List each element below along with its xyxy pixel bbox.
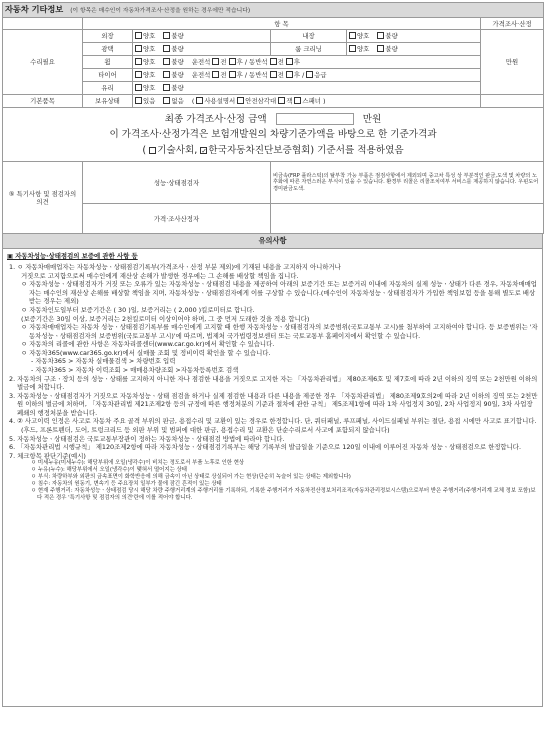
wheel-good-checkbox[interactable]	[135, 58, 142, 65]
vehicle-other-info-document	[2, 2, 543, 707]
notice-title: 유의사항	[2, 233, 543, 249]
jack-checkbox[interactable]	[278, 97, 285, 104]
row-label-glass: 유리	[83, 82, 133, 95]
glass-bad-checkbox[interactable]	[163, 84, 170, 91]
column-item-header: 항 목	[83, 18, 481, 30]
notice-line: ㅇ 부식: 차량하부와 외판의 금속표면이 화학반응에 의해 금속이 아닌 상태로 상실되어 가는 현상(단순히 녹슬어 있는 상태는 제외합니다)	[31, 474, 351, 481]
interior-good-checkbox[interactable]	[349, 32, 356, 39]
notice-line: ㅇ 미세누유(미세누수): 해당부위에 오일(냉각수)이 비치는 정도로서 부품 노후로 인한 현상	[31, 460, 245, 467]
notice-line: ㅇ 침수: 자동차의 원동기, 변속기 등 주요장치 일부가 물에 잠긴 흔적이 있는 상태	[31, 481, 222, 488]
wheel-bad-checkbox[interactable]	[163, 58, 170, 65]
exterior-good-checkbox[interactable]	[135, 32, 142, 39]
manual-checkbox[interactable]	[196, 97, 203, 104]
final-price-block	[3, 108, 544, 162]
notice-body	[2, 249, 543, 707]
notice-line: ㅇ 자동차매매업자는 자동차 성능ㆍ상태점검기록부를 매수인에게 고지할 때 한행 자동차성능ㆍ상태점검자의 보증범위(국토교통부 고시)를 첨부하여 고지하여야 합니다. 등 보증범위는 '자동차성능ㆍ상태점검자의 보증범위(국토교통부 고시)'에 따르며, 법제처 국가법령정보센터 또는 국토교통부 홈페이지에서 확인할 수 있습니다.	[21, 323, 538, 340]
basic-item-label: 보유상태	[83, 95, 133, 108]
gloss-good-checkbox[interactable]	[135, 45, 142, 52]
tire-passenger-front-checkbox[interactable]	[270, 71, 277, 78]
notice-line: ㅇ 자동차365(www.car365.go.kr)에서 실매물 조회 및 정비이력 확인을 할 수 있습니다.	[21, 348, 271, 357]
glass-good-checkbox[interactable]	[135, 84, 142, 91]
notice-line: ㅇ 누유(누수): 해당부위에서 오일(냉각수)이 맺혀서 떨어지는 상태	[31, 467, 187, 474]
row-label-wheel: 휠	[83, 56, 133, 69]
triangle-checkbox[interactable]	[237, 97, 244, 104]
notice-line: 2. 자동차의 구조ㆍ장치 등의 성능ㆍ상태를 고지하지 아니한 자나 점검한 내용을 거짓으로 고지한 자는 「자동차관리법」 제80조제6호 및 제7호에 따라 2년 이하의 징역 또는 2천만원 이하의 벌금에 처합니다.	[9, 374, 538, 392]
wheel-driver-rear-checkbox[interactable]	[229, 58, 236, 65]
wheel-passenger-front-checkbox[interactable]	[270, 58, 277, 65]
notice-line: 7. 체크항목 판단기준(예시)	[9, 451, 86, 460]
row-label-room-clean: 룸 크리닝	[271, 43, 347, 56]
spanner-checkbox[interactable]	[294, 97, 301, 104]
final-basis-line2: ( 기술사회, ✓ 한국자동차진단보증협회) 기준서를 적용하였음	[3, 143, 543, 158]
special-label: ⑤ 특기사항 및 점검자의 의견	[3, 162, 83, 234]
repair-price: 만원	[481, 30, 544, 95]
notice-line: 1. ㅇ 자동차매매업자는 자동차성능ㆍ상태점검기록부(가격조사ㆍ산정 부분 제외)에 기재된 내용을 고지하지 아니하거나	[9, 263, 341, 272]
notice-lines	[7, 263, 538, 502]
final-price-label: 최종 가격조사·산정 금액	[164, 114, 267, 125]
notice-line: (보증기간은 30일 이상, 보증거리는 2천킬로미터 이상이어야 하며, 그 중 먼저 도래한 것을 적용 합니다)	[21, 314, 310, 323]
price-inspector-label: 가격·조사산정자	[83, 204, 271, 234]
perf-inspector-text: 비금속(FRP 플라스틱)의 탈부착 가능 부품은 점검사항에서 제외되며 중고차 특성 상 부분적인 판금,도색 및 차량의 노후화에 따른 자연스러운 부식이 있을 수 있습니다. 환경부 리콜은 리콜조치여부 서비스를 제공하지 않습니다. 우핀도어 경미판금도색.	[271, 162, 544, 204]
notice-line: ㅇ 자동차인도일부터 보증기간은 ( 30 )일, 보증거리는 ( 2,000 )킬로미터로 합니다.	[21, 305, 255, 314]
room-clean-good-checkbox[interactable]	[349, 45, 356, 52]
basic-label: 기본품목	[3, 95, 83, 108]
section-header	[3, 3, 544, 18]
center-checkbox[interactable]	[200, 147, 207, 154]
row-label-tire: 타이어	[83, 69, 133, 82]
notice-line: - 자동차365 > 자동차 실매물검색 > 차량번호 입력	[31, 357, 176, 366]
column-price-header: 가격조사·산정	[481, 18, 544, 30]
notice-line: 4. ② 사고이력 인정은 사고로 자동차 주요 골격 부위의 판금, 용접수리 및 교환이 있는 경우로 한정합니다. 단, 쿼터패널, 루프패널, 사이드실패널 부위는 절단, 용접 시에만 사고로 표기합니다.	[9, 417, 537, 426]
assoc-checkbox[interactable]	[149, 147, 156, 154]
final-basis-line1: 이 가격조사·산정가격은 보험개발원의 차량기준가액을 바탕으로 한 기준가격과	[109, 129, 437, 141]
basic-has-checkbox[interactable]	[135, 97, 142, 104]
section-note: (이 항목은 매수인이 자동차가격조사·산정을 원하는 경우에만 적습니다)	[70, 8, 251, 15]
notice-section-title: ▣ 자동차성능·상태점검의 보증에 관한 사항 등	[7, 252, 138, 261]
tire-driver-rear-checkbox[interactable]	[229, 71, 236, 78]
final-price-unit: 만원	[362, 114, 382, 125]
perf-inspector-label: 성능·상태점검자	[83, 162, 271, 204]
notice-line: 거짓으로 고지함으로써 매수인에게 재산상 손해가 발생한 경우에는 그 손해를 배상할 책임을 집니다.	[21, 271, 299, 280]
notice-line: - 자동차365 > 자동차 이력조회 > 매매용차량조회 >자동차등록번호 검색	[31, 365, 239, 374]
tire-good-checkbox[interactable]	[135, 71, 142, 78]
tire-bad-checkbox[interactable]	[163, 71, 170, 78]
tire-emergency-checkbox[interactable]	[306, 71, 313, 78]
notice-line: 6. 「자동차관리법 시행규칙」 제120조제2항에 따라 자동차성능ㆍ상태점검기록부는 해당 기록부의 발급일을 기준으로 120일 이내에 이루어진 자동차 성능ㆍ상태점검으로 한정합니다.	[9, 443, 521, 452]
notice-line: ㅇ 자동차성능ㆍ상태점검자가 거짓 또는 오류가 있는 자동차성능ㆍ상태점검 내용을 제공하여 아래의 보증기간 또는 보증거리 이내에 자동차의 실제 성능ㆍ상태가 다른 경우, 자동차매매업자는 매수인의 재산상 손해를 배상할 책임을 지며, 자동차성능ㆍ상태점검자에게 이를 구상할 수 있습니다.(매수인이 자동차성능ㆍ상태점검자가 가입한 책임보험 등을 통해 별도로 배상받는 경우는 제외)	[21, 280, 537, 306]
row-label-gloss: 광택	[83, 43, 133, 56]
room-clean-bad-checkbox[interactable]	[377, 45, 384, 52]
exterior-bad-checkbox[interactable]	[163, 32, 170, 39]
interior-bad-checkbox[interactable]	[377, 32, 384, 39]
final-price-input[interactable]	[276, 113, 354, 125]
price-inspector-text	[271, 204, 544, 234]
section-title: 자동차 기타정보	[5, 4, 64, 15]
notice-line: (후드, 프론트펜더, 도어, 트렁크리드 등 외판 부위 및 범퍼에 대한 판금, 용접수리 및 교환은 단순수리로서 사고에 포함되지 않습니다)	[21, 426, 390, 435]
repair-label: 수리필요	[3, 30, 83, 95]
notice-line: 5. 자동차성능ㆍ상태점검은 국토교통부장관이 정하는 자동차성능ㆍ상태점검 방법에 따라야 합니다.	[9, 434, 285, 443]
wheel-passenger-rear-checkbox[interactable]	[286, 58, 293, 65]
notice-line: ㅇ 현재 주행거리: 자동차성능ㆍ상태점검 당시 해당 차량 주행거리계의 주행거리를 기록하되, 기록한 주행거리가 자동차전산정보처리조직(자동차관리정보시스템)으로부터 받은 주행거리(주행거리계 교체 정보 포함)보다 적은 경우 '특기사항 및 점검자의 의견'란에 이를 적어야 합니다.	[31, 488, 536, 502]
notice-line: ㅇ 자동차의 리콜에 관한 사항은 자동차리콜센터(www.car.go.kr)에서 확인할 수 있습니다.	[21, 340, 275, 349]
gloss-bad-checkbox[interactable]	[163, 45, 170, 52]
notice-line: 3. 자동차성능ㆍ상태점검자가 거짓으로 자동차성능ㆍ상태 점검을 하거나 실제 점검한 내용과 다른 내용을 제공한 경우 「자동차관리법」 제80조제9호의2에 따라 2년 이하의 징역 또는 2천만원 이하의 벌금에 처하며, 「자동차관리법 제21조제2항 등의 규정에 따른 행정처분의 기준과 절차에 관한 규칙」 제5조제1항에 따라 1차 사업정지 30일, 2차 사업정지 90일, 3차 사업장 폐쇄의 행정처분을 받습니다.	[9, 391, 538, 417]
basic-none-checkbox[interactable]	[163, 97, 170, 104]
row-label-interior: 내장	[271, 30, 347, 43]
row-label-exterior: 외장	[83, 30, 133, 43]
tire-driver-front-checkbox[interactable]	[212, 71, 219, 78]
wheel-driver-front-checkbox[interactable]	[212, 58, 219, 65]
tire-passenger-rear-checkbox[interactable]	[286, 71, 293, 78]
other-info-table: 자동차 기타정보 (이 항목은 매수인이 자동차가격조사·산정을 원하는 경우에만 적습니다) 항 목 가격조사·산정 수리필요 외장 양호 불량 내장 양호 불량 만원 광택 양호 불량 룸 크리닝 양호 불량 휠 양호 불량 운전석 전 후 / 동반석 전 후 타이어 양호 불량 운전석 전 후 / 동반석 전 후 / 응급 유리 양호 불량 기본품목 보유상태 있음 없음 ( 사용설명서 안전삼각대 잭 스패너 ) 최종 가격조사·산정 금액 만원 이 가격조사·산정가격은 보험개발원의 차량기준가액을 바탕으로 한 기준가격과 ( 기술사회, ✓ 한국자동차진단보증협회) 기준서를 적용하였음 ⑤ 특기사항 및 점검자의 의견 성능·상태점검자 비금속(FRP 플라스틱)의 탈부착 가능 부품은 점검사항에서 제외되며 중고차 특성 상 부분적인 판금,도색 및 차량의 노후화에 따른 자연스러운 부식이 있을 수 있습니다. 환경부 리콜은 리콜조치여부 서비스를 제공하지 않습니다. 우핀도어 경미판금도색. 가격·조사산정자	[2, 2, 544, 234]
